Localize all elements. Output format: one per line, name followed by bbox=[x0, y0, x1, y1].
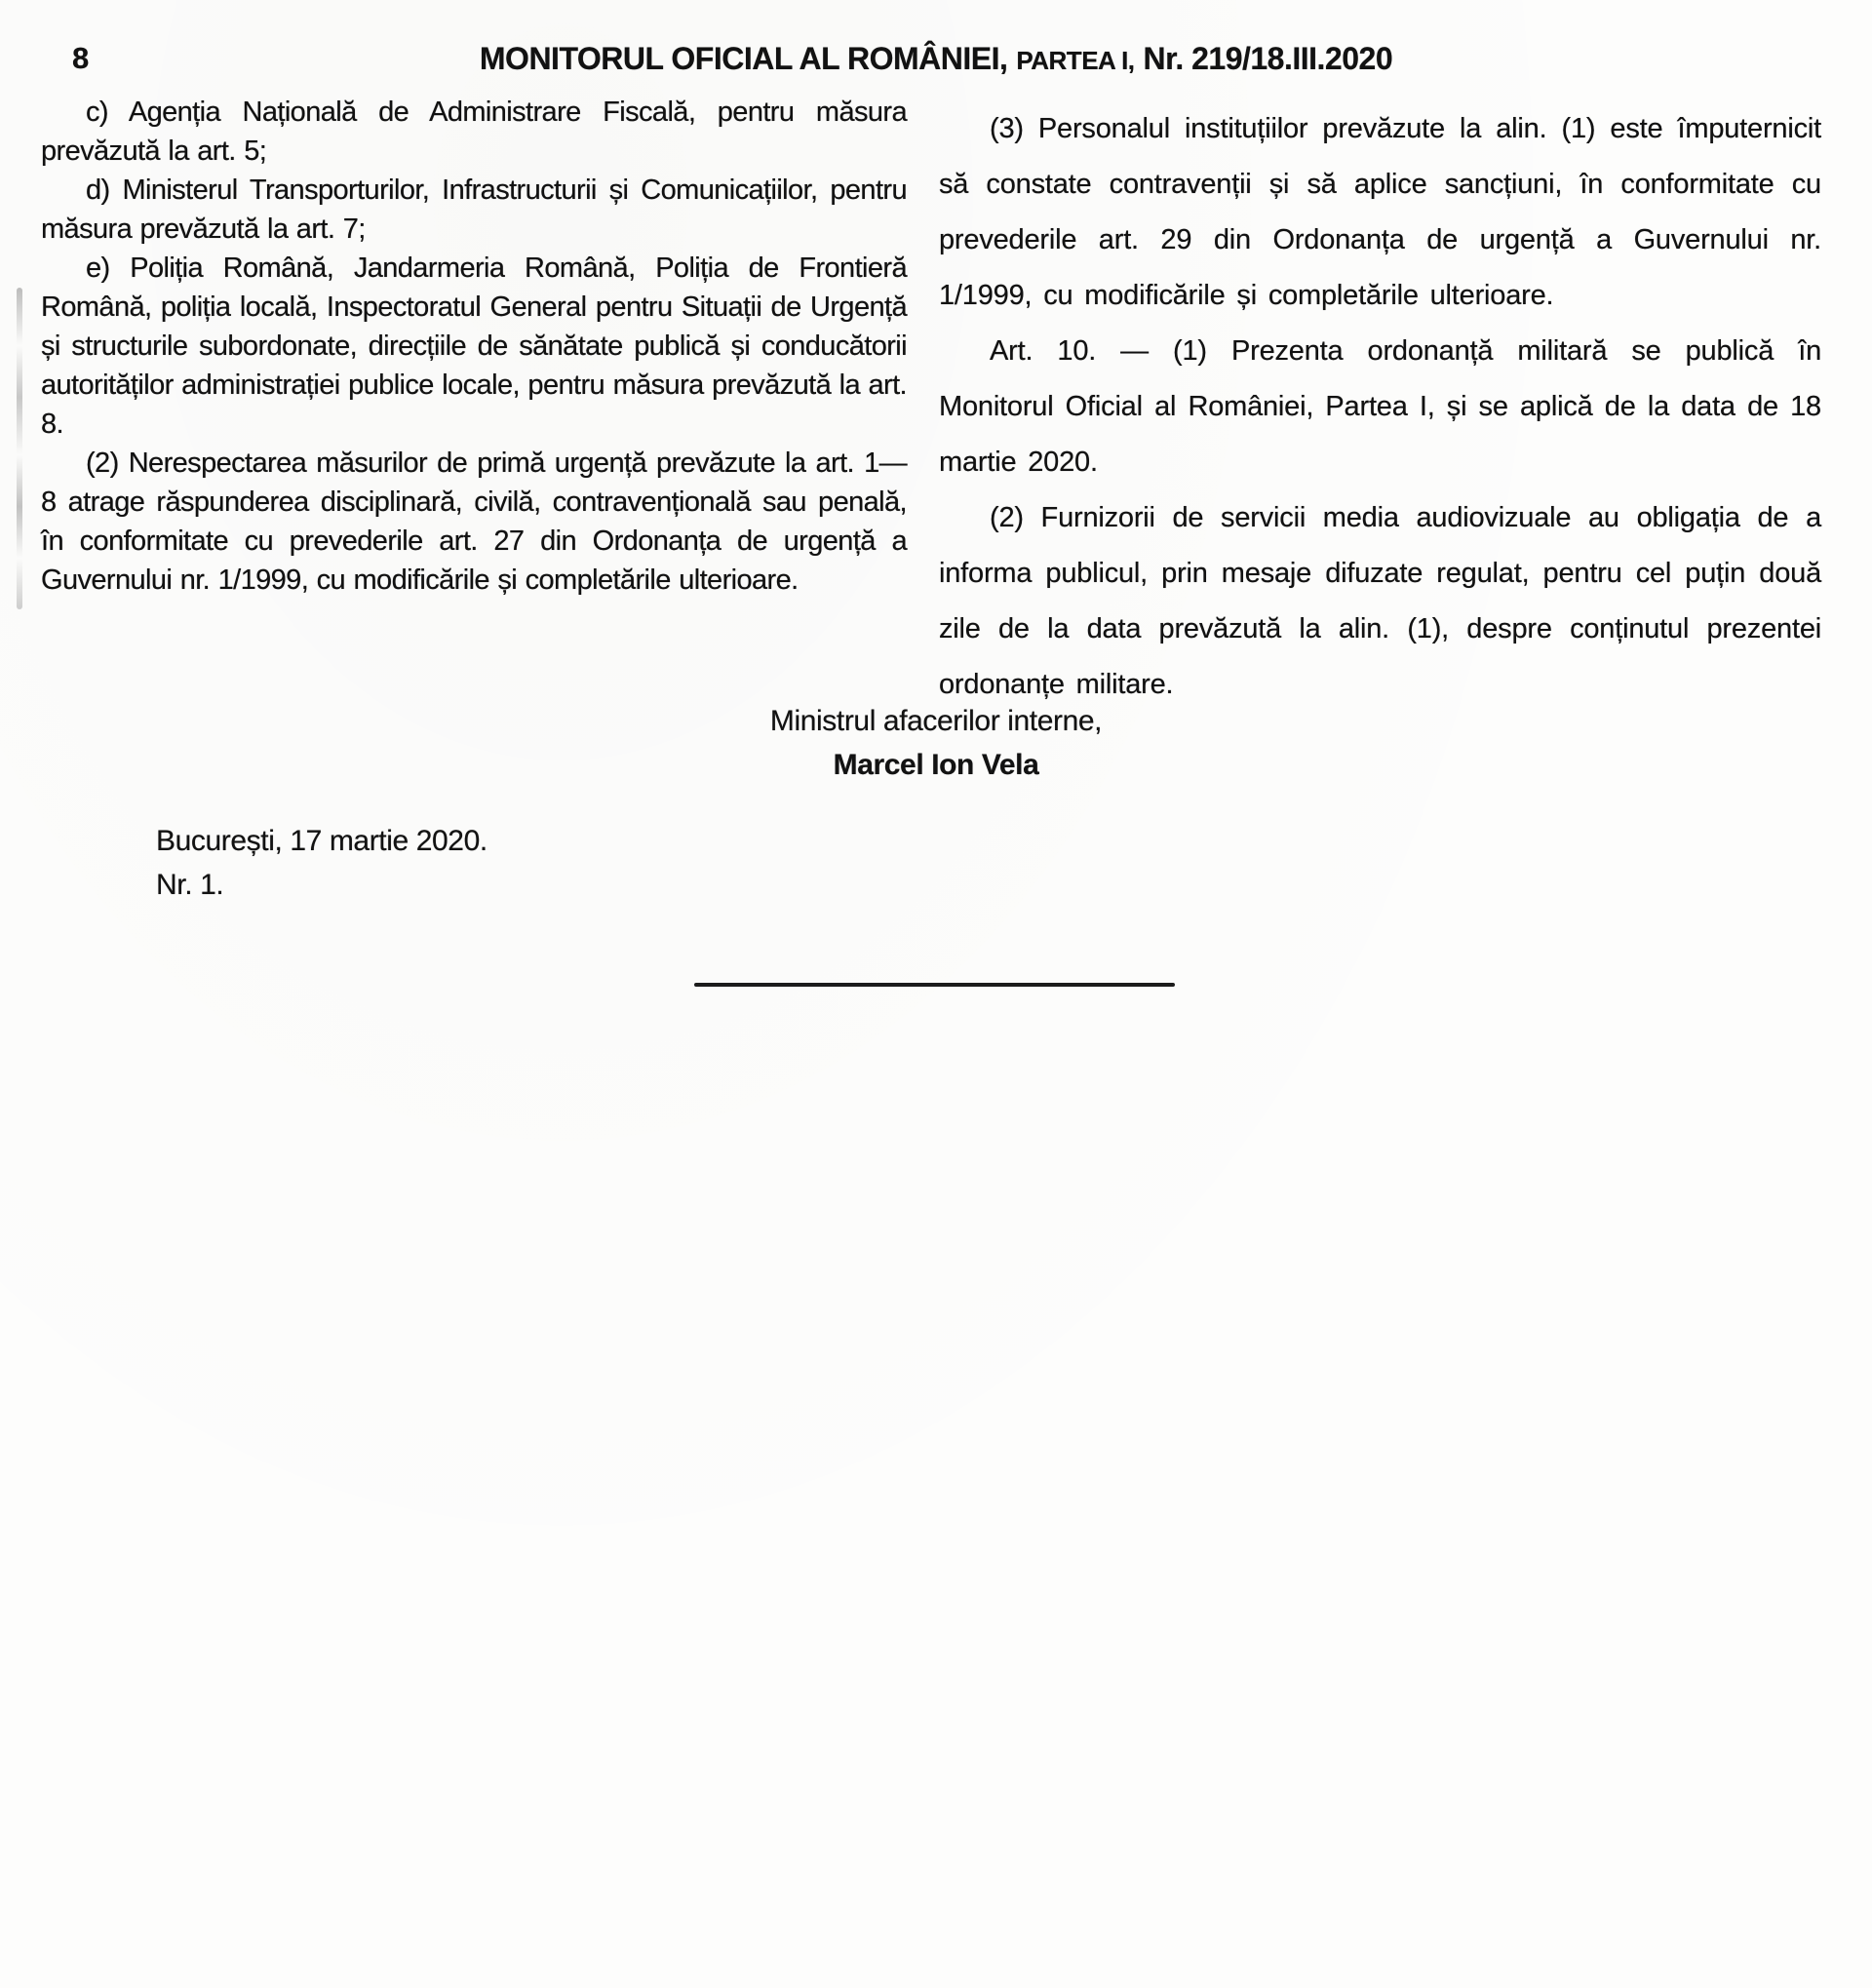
page-header bbox=[0, 41, 1872, 77]
header-part-label: PARTEA I, bbox=[1016, 46, 1135, 75]
issuance-block bbox=[156, 819, 488, 907]
paragraph-art-10: Art. 10. — (1) Prezenta ordonanță militară se publică în Monitorul Oficial al României, Partea I, și se aplică de la data de 18 martie 2020. bbox=[939, 335, 1821, 478]
signatory-name: Marcel Ion Vela bbox=[833, 749, 1039, 781]
scan-edge-artifact bbox=[17, 288, 22, 609]
paragraph-art-10-alin-2: (2) Furnizorii de servicii media audiovizuale au obligația de a informa publicul, prin mesaje difuzate regulat, pentru cel puțin două zile de la data prevăzută la alin. (1), despre conținutul prezentei ordonanțe militare. bbox=[939, 502, 1821, 700]
header-issue-number: Nr. 219/18.III.2020 bbox=[1143, 41, 1393, 76]
paragraph-alin-2: (2) Nerespectarea măsurilor de primă urgență prevăzute la art. 1—8 atrage răspunderea disciplinară, civilă, contravențională sau penală, în conformitate cu prevederile art. 27 din Ordonanța de urgență a Guvernului nr. 1/1999, cu modificările și completările ulterioare. bbox=[41, 448, 907, 596]
paragraph-item-d: d) Ministerul Transporturilor, Infrastructurii și Comunicațiilor, pentru măsura prevăzută la art. 7; bbox=[41, 175, 907, 245]
header-publication-title: MONITORUL OFICIAL AL ROMÂNIEI, bbox=[479, 41, 1008, 76]
paragraph-item-c: c) Agenția Națională de Administrare Fiscală, pentru măsura prevăzută la art. 5; bbox=[41, 97, 907, 167]
right-column bbox=[939, 101, 1821, 713]
signatory-role: Ministrul afacerilor interne, bbox=[769, 705, 1103, 737]
signature-block bbox=[0, 699, 1872, 787]
paragraph-alin-3: (3) Personalul instituțiilor prevăzute la alin. (1) este împuternicit să constate contravenții și să aplice sancțiuni, în conformitate cu prevederile art. 29 din Ordonanța de urgență a Guvernului nr. 1/1999, cu modificările și completările ulterioare. bbox=[939, 113, 1821, 311]
issuance-place-date: București, 17 martie 2020. bbox=[156, 825, 488, 857]
section-divider-rule bbox=[694, 983, 1175, 987]
issuance-number: Nr. 1. bbox=[156, 869, 224, 901]
left-column bbox=[41, 93, 907, 600]
paragraph-item-e: e) Poliția Română, Jandarmeria Română, Poliția de Frontieră Română, poliția locală, Inspectoratul General pentru Situații de Urgență și structurile subordonate, direcțiile de sănătate publică și conducătorii autorităților administrației publice locale, pentru măsura prevăzută la art. 8. bbox=[41, 253, 907, 440]
page-number: 8 bbox=[72, 41, 89, 75]
